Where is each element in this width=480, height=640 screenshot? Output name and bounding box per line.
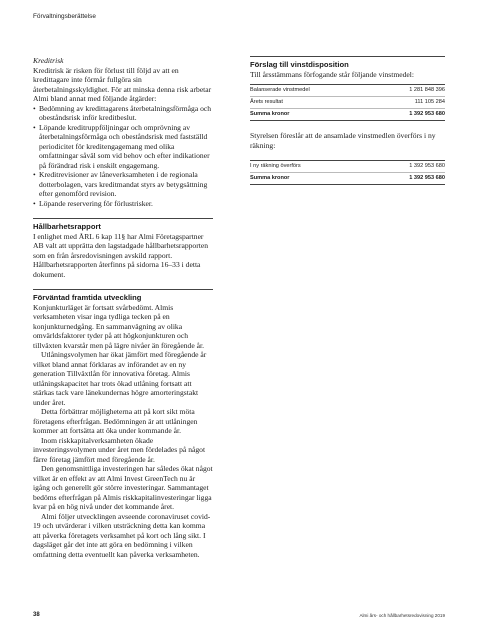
- sustainability-section: [33, 218, 213, 279]
- future-paragraph: Detta förbättrar möjligheterna att på kort sikt möta företagens efterfrågan. Bedömningen är att utlåningen kommer att fortsätta att öka under kommande år.: [33, 407, 198, 435]
- future-paragraph: Den genomsnittliga investeringen har således ökat något vilket är en effekt av att Almi Invest GreenTech nu är igång och generellt gör större investeringar. Sammantaget bedöms efterfrågan på Almis riskkapitalinvesteringar ligga kvar på en hög nivå under det kommande året.: [33, 464, 213, 511]
- board-proposal-text: Styrelsen föreslår att de ansamlade vinstmedlen överförs i ny räkning:: [250, 131, 436, 150]
- row-value: 1 281 848 396: [409, 87, 445, 93]
- future-paragraph: Inom riskkapitalverksamheten ökade investeringsvolymen under året men fördelades på något färre företag jämfört med föregående år.: [33, 435, 206, 464]
- list-item: • Bedömning av kredittagarens återbetalningsförmåga och obeståndsrisk inför kreditbeslut.: [33, 104, 213, 123]
- proposal-heading: Förslag till vinstdisposition: [250, 60, 349, 69]
- list-item: • Kreditrevisioner av låneverksamheten i de regionala dotterbolagen, vars kreditmandat styrs av betygsättning efter genomförd revision.: [33, 170, 213, 199]
- future-section: [33, 289, 213, 559]
- proposal-intro: Till årsstämmans förfogande står följande vinstmedel:: [250, 69, 415, 79]
- list-item: • Löpande reservering för förlustrisker.: [33, 199, 213, 209]
- page-number: 38: [33, 612, 40, 618]
- row-value: 111 105 284: [414, 99, 445, 105]
- future-heading: Förväntad framtida utveckling: [33, 293, 142, 302]
- row-label: I ny räkning överförs: [250, 163, 301, 169]
- section-divider: [33, 289, 213, 290]
- row-label: Summa kronor: [250, 111, 290, 117]
- allocation-table: [250, 160, 445, 185]
- row-value: 1 392 953 680: [409, 111, 445, 117]
- footer-doc-title: Almi års- och hållbarhetsredovisning 2019: [359, 613, 445, 618]
- row-label: Årets resultat: [250, 99, 283, 105]
- row-value: 1 392 953 680: [409, 175, 445, 181]
- table-row: [250, 161, 445, 173]
- table-row: [250, 85, 445, 97]
- running-header: Förvaltningsberättelse: [33, 13, 96, 20]
- earnings-table: [250, 84, 445, 121]
- credit-risk-intro: Kreditrisk är risken för förlust till följd av att en kredittagare inte förmår fullgöra sin återbetalningsskyldighet. För att minska denna risk arbetar Almi bland annat med följande åtgärder:: [33, 65, 212, 103]
- right-column: [250, 56, 445, 185]
- row-value: 1 392 953 680: [409, 163, 445, 169]
- sustainability-heading: Hållbarhetsrapport: [33, 222, 101, 231]
- table-total-row: [250, 109, 445, 121]
- credit-risk-list: [33, 104, 213, 209]
- future-paragraph: Almi följer utvecklingen avseende coronaviruset covid-19 och utvärderar i vilken utsträckning detta kan komma att påverka företagets verksamhet på kort och lång sikt. I dagsläget går det inte att göra en bedömning i vilken omfattning detta eventuellt kan påverka verksamheten.: [33, 511, 211, 559]
- future-paragraph: Utlåningsvolymen har ökat jämfört med föregående år vilket bland annat förklaras av införandet av en ny generation Tillväxtlån för innovativa företag. Almis utlåningskapacitet har trots ökad utlåning fortsatt att stärkas tack vare länekundernas högre amorteringstakt under året.: [33, 350, 207, 407]
- future-paragraph: Konjunkturläget är fortsatt svårbedömt. Almis verksamheten visar inga tydliga tecken på en konjunkturnedgång. En sammanvägning av olika omvärldsfaktorer tyder på att högkonjunkturen och tillväxten kvarstår men på lägre nivåer än föregående år.: [33, 302, 204, 350]
- table-total-row: [250, 173, 445, 185]
- credit-risk-section: [33, 56, 213, 208]
- section-divider: [250, 56, 445, 57]
- table-row: [250, 97, 445, 109]
- sustainability-text: I enlighet med ÅRL 6 kap 11§ har Almi Företagspartner AB valt att upprätta den lagstadgade hållbarhetsrapporten som en från årsredovisningen avskild rapport. Hållbarhetsrapporten återfinns på sidorna 16–33 i detta dokument.: [33, 231, 209, 279]
- row-label: Balanserade vinstmedel: [250, 87, 310, 93]
- section-divider: [33, 218, 213, 219]
- row-label: Summa kronor: [250, 175, 290, 181]
- left-column: [33, 56, 213, 559]
- list-item: • Löpande kreditruppföljningar och omprövning av återbetalningsförmåga och obeståndsrisk med fastställd periodicitet för kreditengagemang med olika omfattningar såväl som vid behov och efter indikationer på förändrad risk i enskilt engagemang.: [33, 123, 213, 171]
- credit-risk-heading: Kreditrisk: [33, 56, 64, 65]
